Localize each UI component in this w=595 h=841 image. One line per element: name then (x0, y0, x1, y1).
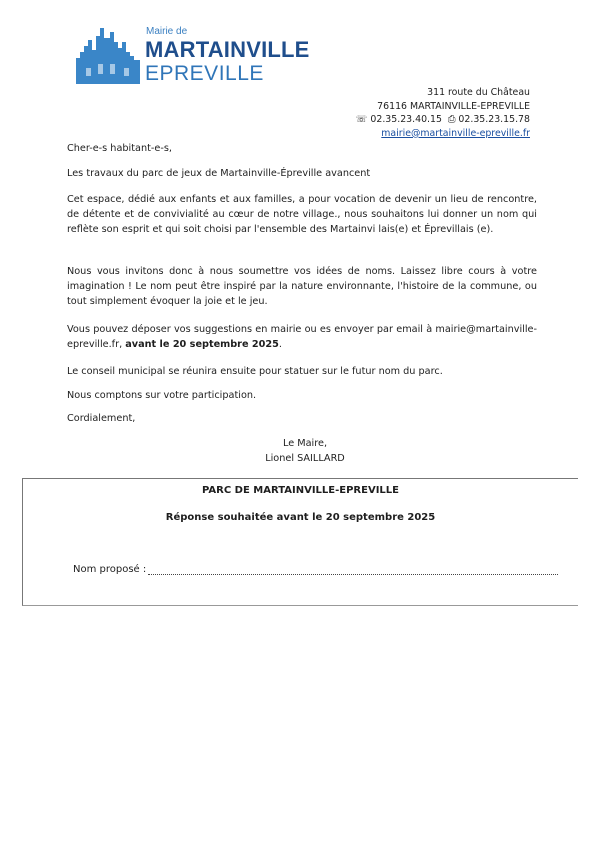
greeting: Cher-e-s habitant-e-s, (67, 143, 172, 154)
paragraph-1: Cet espace, dédié aux enfants et aux familles, a pour vocation de devenir un lieu de rencontre, de détente et de convivialité au cœur de notre village., nous souhaitons lui donner un nom qui reflète son esprit et qui soit choisi par l'ensemble des Martainvi lais(e) et Éprevillais (e). (67, 194, 537, 235)
address-street: 311 route du Château (427, 87, 530, 98)
fax-number: 02.35.23.15.78 (458, 114, 530, 126)
phone-fax-line (356, 113, 530, 127)
name-field-label: Nom proposé : (73, 564, 147, 575)
paragraph-2: Nous vous invitons donc à nous soumettre vos idées de noms. Laissez libre cours à votre imagination ! Le nom peut être inspiré par la nature environnante, l'histoire de la commune, ou tout simplement évoquer la joie et le jeu. (67, 266, 537, 307)
mairie-logo (76, 22, 316, 88)
form-title: PARC DE MARTAINVILLE-EPREVILLE (201, 485, 399, 496)
reply-form (22, 478, 578, 606)
closing: Cordialement, (67, 413, 136, 424)
phone-icon: ☏ (355, 114, 368, 126)
form-subtitle: Réponse souhaitée avant le 20 septembre 2025 (165, 512, 436, 523)
logo-prefix: Mairie de (146, 26, 188, 37)
logo-town-name: MARTAINVILLE (145, 37, 310, 62)
signer-name: Lionel SAILLARD (265, 453, 345, 464)
fax-icon: ⎙ (444, 114, 456, 126)
signer-title: Le Maire, (282, 438, 328, 449)
address-block (356, 86, 530, 140)
name-field-line[interactable] (148, 574, 558, 575)
phone-number: 02.35.23.40.15 (370, 114, 442, 126)
paragraph-5: Nous comptons sur votre participation. (67, 390, 257, 401)
address-city: 76116 MARTAINVILLE-EPREVILLE (377, 100, 530, 112)
logo-town-name-2: EPREVILLE (145, 62, 264, 85)
castle-logo-icon (76, 28, 140, 84)
signature-block (255, 436, 355, 466)
paragraph-4: Le conseil municipal se réunira ensuite pour statuer sur le futur nom du parc. (67, 366, 443, 377)
intro: Les travaux du parc de jeux de Martainville-Épreville avancent (67, 168, 371, 179)
paragraph-3: Vous pouvez déposer vos suggestions en mairie ou es envoyer par email à mairie@martainville-epreville.fr, avant le 20 septembre 2025. (67, 324, 537, 350)
address-email[interactable]: mairie@martainville-epreville.fr (381, 127, 530, 139)
